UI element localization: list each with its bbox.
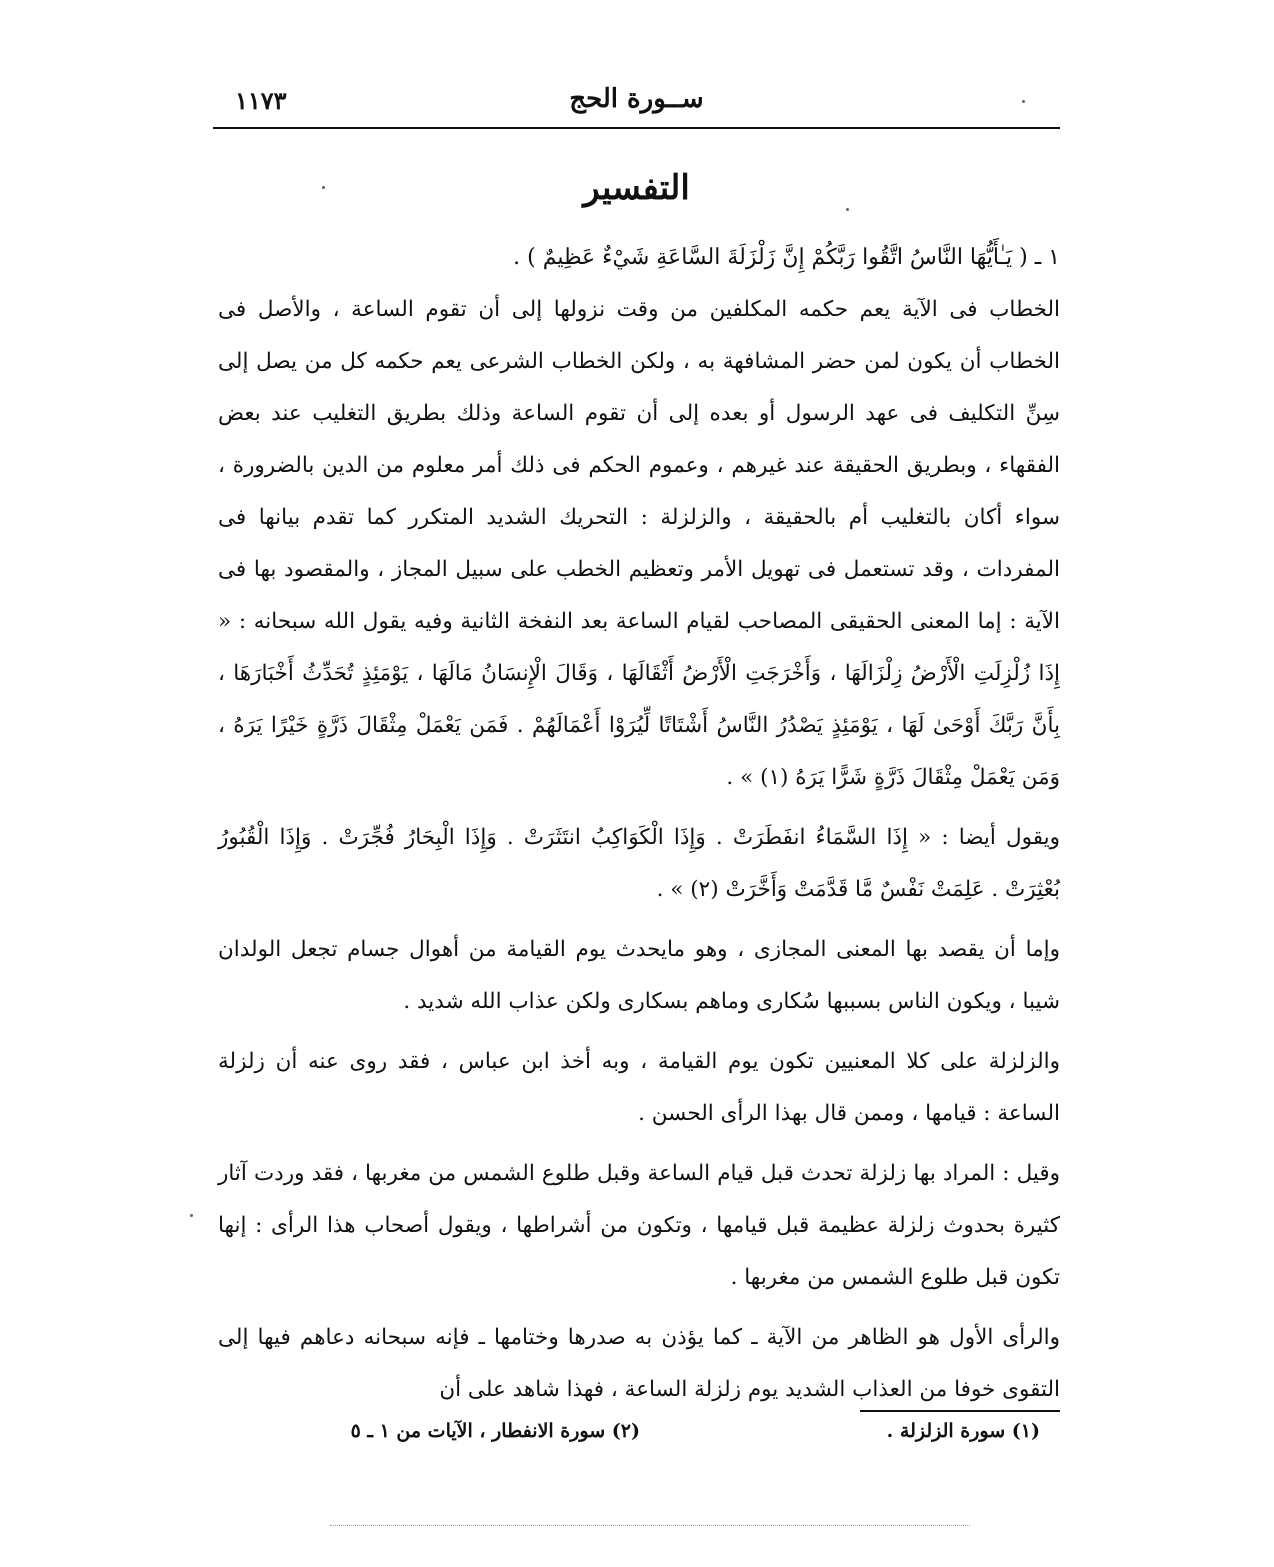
scan-line <box>330 1525 970 1526</box>
paragraph-5: وقيل : المراد بها زلزلة تحدث قبل قيام الساعة وقبل طلوع الشمس من مغربها ، فقد وردت آثار كثيرة بحدوث زلزلة عظيمة قبل قيامها ، وتكون من أشراطها ، ويقول أصحاب هذا الرأى : إنها تكون قبل طلوع الشمس من مغربها . <box>218 1161 1060 1290</box>
paragraph-3: وإما أن يقصد بها المعنى المجازى ، وهو مايحدث يوم القيامة من أهوال جسام تجعل الولدان شيبا ، ويكون الناس بسببها سُكارى وماهم بسكارى ولكن عذاب الله شديد . <box>218 937 1060 1014</box>
scan-speck <box>322 186 325 189</box>
footnote-rule <box>860 1410 1060 1412</box>
paragraph-2: ويقول أيضا : « إِذَا السَّمَاءُ انفَطَرَتْ . وَإِذَا الْكَوَاكِبُ انتَثَرَتْ . وَإِذَا الْبِحَارُ فُجِّرَتْ . وَإِذَا الْقُبُورُ بُعْثِرَتْ . عَلِمَتْ نَفْسٌ مَّا قَدَّمَتْ وَأَخَّرَتْ (٢) » . <box>218 825 1060 902</box>
scan-speck <box>1022 100 1025 103</box>
surah-title: ســورة الحج <box>569 84 704 114</box>
footnote-1: (١) سورة الزلزلة . <box>886 1420 1040 1442</box>
section-title: التفسير <box>583 168 690 208</box>
paragraph-4: والزلزلة على كلا المعنيين تكون يوم القيامة ، وبه أخذ ابن عباس ، فقد روى عنه أن زلزلة الساعة : قيامها ، وممن قال بهذا الرأى الحسن . <box>218 1049 1060 1126</box>
page-number: ١١٧٣ <box>235 86 287 115</box>
verse-heading: ١ ـ ( يَـٰأَيُّهَا النَّاسُ اتَّقُوا رَبَّكُمْ إِنَّ زَلْزَلَةَ السَّاعَةِ شَيْءٌ عَظِيمٌ ) . <box>513 245 1060 270</box>
paragraph-6: والرأى الأول هو الظاهر من الآية ـ كما يؤذن به صدرها وختامها ـ فإنه سبحانه دعاهم فيها إلى التقوى خوفا من العذاب الشديد يوم زلزلة الساعة ، فهذا شاهد على أن <box>218 1325 1060 1402</box>
footnotes <box>213 1418 1060 1452</box>
header-rule <box>213 127 1060 129</box>
page-header <box>213 82 1060 126</box>
body-text <box>218 232 1060 1416</box>
scan-speck <box>846 208 849 211</box>
scan-speck <box>190 1214 193 1217</box>
paragraph-1: الخطاب فى الآية يعم حكمه المكلفين من وقت نزولها إلى أن تقوم الساعة ، والأصل فى الخطاب أن يكون لمن حضر المشافهة به ، ولكن الخطاب الشرعى يعم حكمه كل من يصل إلى سِنِّ التكليف فى عهد الرسول أو بعده إلى أن تقوم الساعة وذلك بطريق التغليب عند بعض الفقهاء ، وبطريق الحقيقة عند غيرهم ، وعموم الحكم فى ذلك أمر معلوم من الدين بالضرورة ، سواء أكان بالتغليب أم بالحقيقة ، والزلزلة : التحريك الشديد المتكرر كما تقدم بيانها فى المفردات ، وقد تستعمل فى تهويل الأمر وتعظيم الخطب على سبيل المجاز ، والمقصود بها فى الآية : إما المعنى الحقيقى المصاحب لقيام الساعة بعد النفخة الثانية وفيه يقول الله سبحانه : « إِذَا زُلْزِلَتِ الْأَرْضُ زِلْزَالَهَا ، وَأَخْرَجَتِ الْأَرْضُ أَثْقَالَهَا ، وَقَالَ الْإِنسَانُ مَالَهَا ، يَوْمَئِذٍ تُحَدِّثُ أَخْبَارَهَا ، بِأَنَّ رَبَّكَ أَوْحَىٰ لَهَا ، يَوْمَئِذٍ يَصْدُرُ النَّاسُ أَشْتَاتًا لِّيُرَوْا أَعْمَالَهُمْ . فَمَن يَعْمَلْ مِثْقَالَ ذَرَّةٍ خَيْرًا يَرَهُ ، وَمَن يَعْمَلْ مِثْقَالَ ذَرَّةٍ شَرًّا يَرَهُ (١) » . <box>218 297 1060 790</box>
footnote-2: (٢) سورة الانفطار ، الآيات من ١ ـ ٥ <box>350 1420 640 1442</box>
